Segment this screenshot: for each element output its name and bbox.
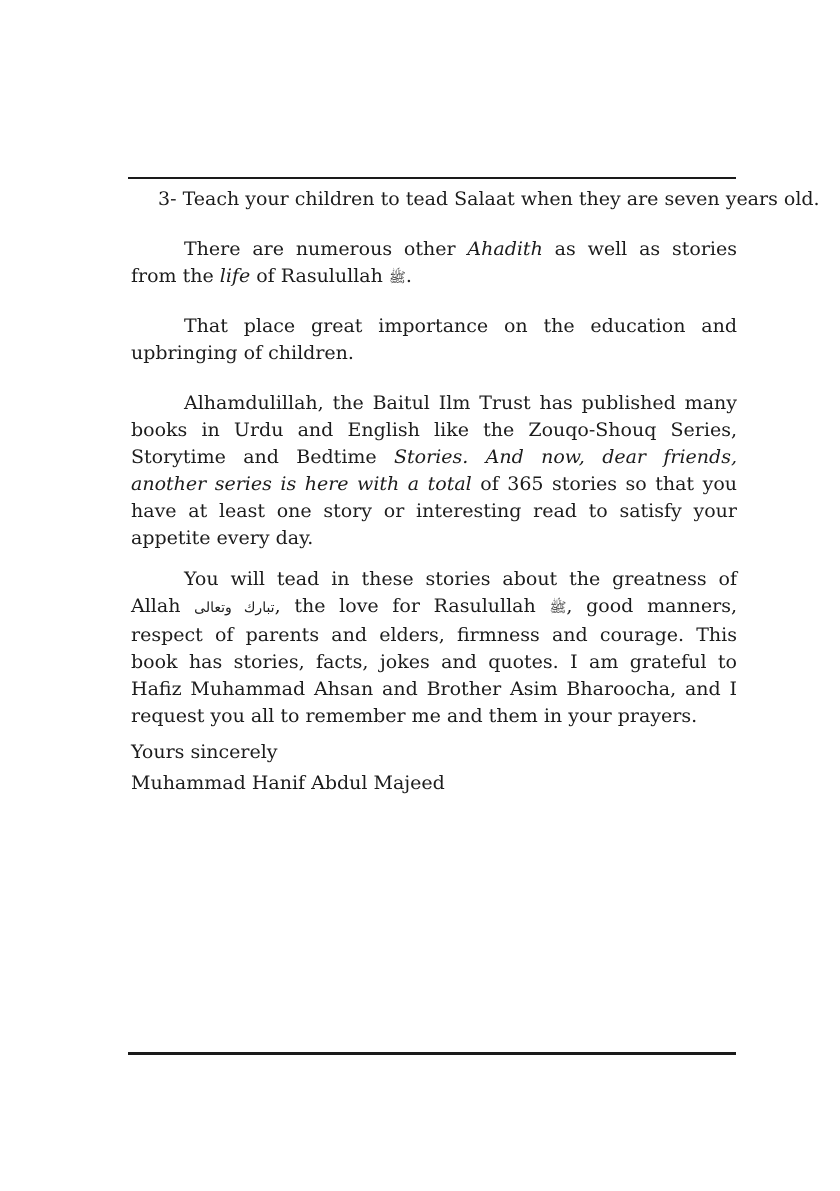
paragraph-importance (131, 313, 737, 367)
paragraph-stories (131, 566, 737, 730)
p4-text2: , the love for Rasulullah (274, 595, 550, 617)
top-rule (128, 177, 736, 179)
closing: Yours sincerely (131, 741, 278, 763)
p1-end: . (405, 265, 412, 287)
p3-text2: of 365 stories so that you have at least one story or interesting read to satisfy your appetite every day. (131, 473, 737, 549)
p1-italic: Ahadith (467, 238, 543, 260)
p2-text: That place great importance on the education and upbringing of children. (131, 315, 737, 364)
paragraph-ahadith (131, 236, 737, 292)
p4-text3: , good manners, respect of parents and elders, firmness and courage. This book has stories, facts, jokes and quotes. I am grateful to Hafiz Muhammad Ahsan and Brother Asim Bharoocha, and I request you all to remember me and them in your prayers. (131, 595, 737, 727)
p3-italic: Stories. And now, dear friends, another series is here with a total (131, 446, 737, 495)
list-item-3 (158, 186, 820, 213)
p1-text2: as well as stories from the (131, 238, 737, 287)
p1-text: There are numerous other (184, 238, 468, 260)
p1-italic2: life (219, 265, 251, 287)
salawat-honorific: ﷺ (388, 270, 406, 286)
p3-text: Alhamdulillah, the Baitul Ilm Trust has published many books in Urdu and English like the Zouqo-Shouq Series, Storytime and Bedtime (131, 392, 737, 468)
tabaraka-honorific: تبارك وتعالى (194, 600, 275, 616)
paragraph-baitul-ilm (131, 390, 737, 552)
list-number: 3- (158, 188, 177, 210)
author-name: Muhammad Hanif Abdul Majeed (131, 772, 445, 794)
salawat-honorific: ﷺ (549, 600, 567, 616)
list-text: Teach your children to tead Salaat when they are seven years old. (182, 188, 820, 210)
bottom-rule (128, 1052, 736, 1055)
p1-text3: of Rasulullah (250, 265, 389, 287)
p4-text: You will tead in these stories about the greatness of Allah (131, 568, 737, 617)
